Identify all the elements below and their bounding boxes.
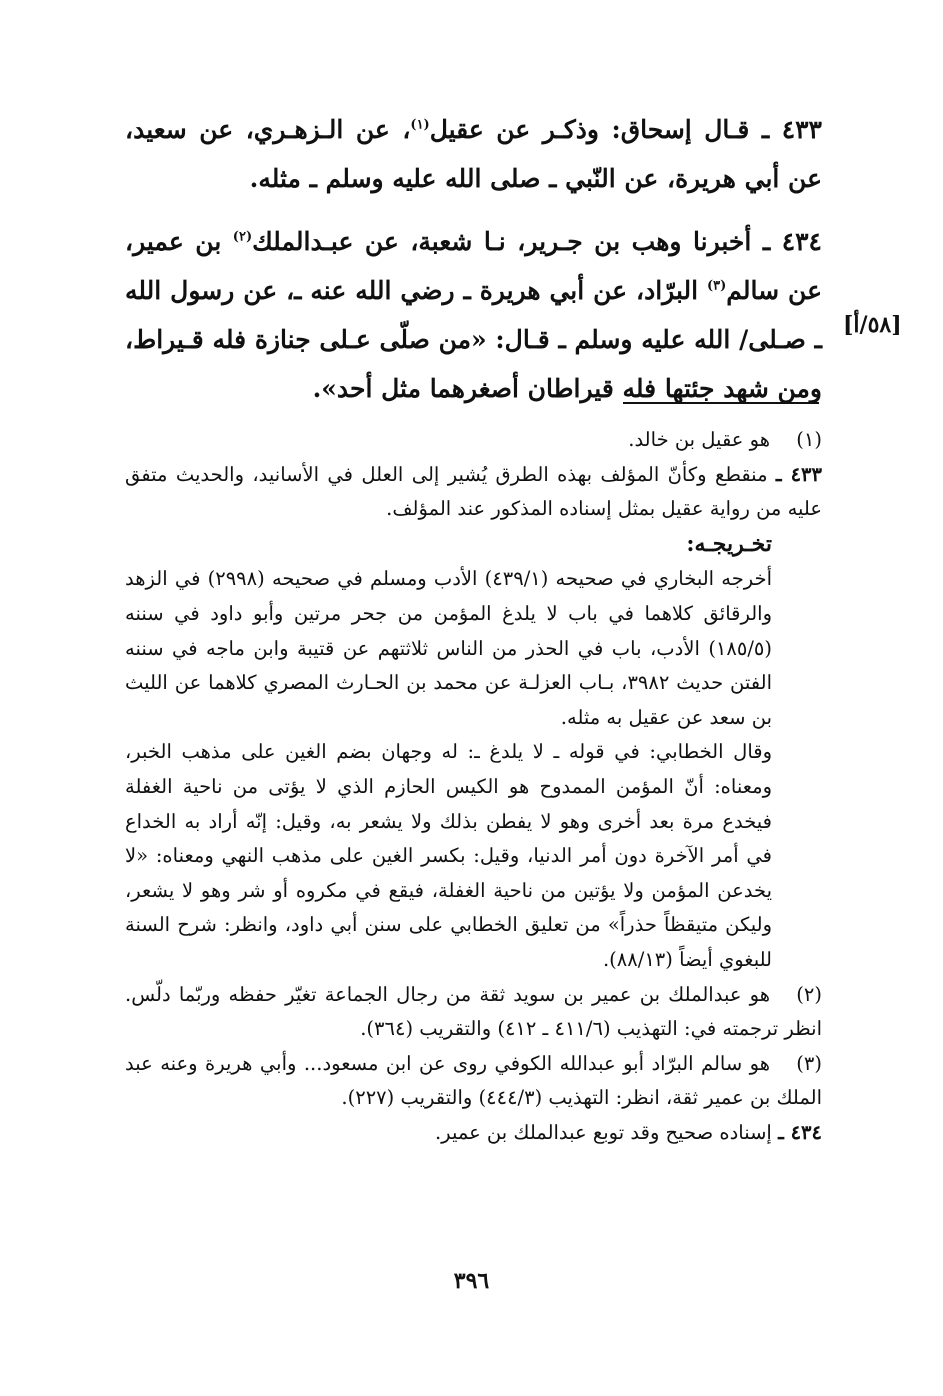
hadith-number: ٤٣٤ ـ	[762, 227, 822, 256]
footnote-ref[interactable]: (٣)	[707, 278, 727, 294]
khattabi-note	[125, 735, 822, 977]
footnote-text: هو عبدالملك بن عمير بن سويد ثقة من رجال الجماعة تغيّر حفظه وربّما دلّس. انظر ترجمته في: التهذيب (٤١١/٦ ـ ٤١٢) والتقريب (٣٦٤).	[125, 982, 822, 1041]
footnote-label: (٢)	[796, 982, 822, 1006]
takhrij-body	[125, 562, 822, 735]
paragraph-433	[125, 105, 822, 203]
footnotes	[125, 423, 822, 1150]
manuscript-folio-marker: [٥٨/أ]	[843, 312, 902, 338]
paragraph-text: قـال إسحاق: وذكـر عن عقيل	[429, 115, 750, 144]
footnote-text: هو عقيل بن خالد.	[628, 428, 770, 451]
main-text	[125, 105, 822, 427]
commentary-433	[125, 458, 822, 527]
footnote-label: (١)	[796, 428, 822, 451]
footnote-ref[interactable]: (١)	[410, 117, 430, 133]
commentary-434	[125, 1116, 822, 1151]
footnote-separator	[623, 402, 819, 404]
commentary-text: إسناده صحيح وقد توبع عبدالملك بن عمير.	[434, 1120, 772, 1144]
paragraph-text: البرّاد، عن أبي هريرة ـ رضي الله عنه ـ، عن رسول الله ـ صـلى/ الله عليه وسلم ـ قـال: «من صلّى عـلى جنازة فله قـيراط، ومن شهد جئتها فله قيراطان أصغرهما مثل أحد».	[125, 276, 822, 403]
commentary-label: ٤٣٣ ـ	[775, 462, 822, 486]
page-number: ٣٩٦	[453, 1268, 490, 1294]
footnote-text: هو سالم البرّاد أبو عبدالله الكوفي روى عن ابن مسعود... وأبي هريرة وعنه عبد الملك بن عمير ثقة، انظر: التهذيب (٤٤٤/٣) والتقريب (٢٢٧).	[125, 1051, 822, 1110]
hadith-number: ٤٣٣ ـ	[761, 115, 822, 144]
takhrij-title: تخـريجـه:	[686, 530, 772, 557]
paragraph-text: ، عن الـزهـري، عن سعيد، عن أبي هريرة، عن النّبي ـ صلى الله عليه وسلم ـ مثله.	[125, 115, 822, 193]
footnote-ref[interactable]: (٢)	[232, 229, 253, 245]
commentary-label: ٤٣٤ ـ	[778, 1120, 822, 1144]
commentary-text: منقطع وكأنّ المؤلف بهذه الطرق يُشير إلى العلل في الأسانيد، والحديث متفق عليه من رواية عقيل بمثل إسناده المذكور عند المؤلف.	[125, 462, 822, 521]
khattabi-text: وقال الخطابي: في قوله ـ لا يلدغ ـ: له وجهان بضم الغين على مذهب الخبر، ومعناه: أنّ المؤمن الممدوح هو الكيس الحازم الذي لا يؤتى من ناحية الغفلة فيخدع مرة بعد أخرى وهو لا يفطن بذلك ولا يشعر به، وقيل: إنّه أراد به الخداع في أمر الآخرة دون أمر الدنيا، وقيل: بكسر الغين على مذهب النهي ومعناه: «لا يخدعن المؤمن ولا يؤتين من ناحية الغفلة، فيقع في مكروه أو شر وهو لا يشعر، وليكن متيقظاً حذراً» من تعليق الخطابي على سنن أبي داود، وانظر: شرح السنة للبغوي أيضاً (٨٨/١٣).	[125, 740, 772, 971]
takhrij-heading	[125, 527, 822, 563]
footnote-2	[125, 978, 822, 1047]
takhrij-text: أخرجه البخاري في صحيحه (٤٣٩/١) الأدب ومسلم في صحيحه (٢٩٩٨) في الزهد والرقائق كلاهما في باب لا يلدغ المؤمن من جحر مرتين وأبو داود في سننه (١٨٥/٥) الأدب، باب في الحذر من الناس ثلاثتهم عن قتيبة وابن ماجه في سننه الفتن حديث ٣٩٨٢، بـاب العزلـة عن محمد بن الحـارث المصري كلاهما عن الليث بن سعد عن عقيل به مثله.	[125, 567, 773, 729]
footnote-label: (٣)	[796, 1051, 822, 1075]
footnote-1	[125, 423, 822, 458]
paragraph-text: بن عمير، عن سالم	[125, 227, 822, 305]
paragraph-434	[125, 217, 822, 413]
paragraph-text: أخبرنا وهب بن جـرير، نـا شعبة، عن عبـدالملك	[252, 227, 752, 256]
footnote-3	[125, 1047, 822, 1116]
